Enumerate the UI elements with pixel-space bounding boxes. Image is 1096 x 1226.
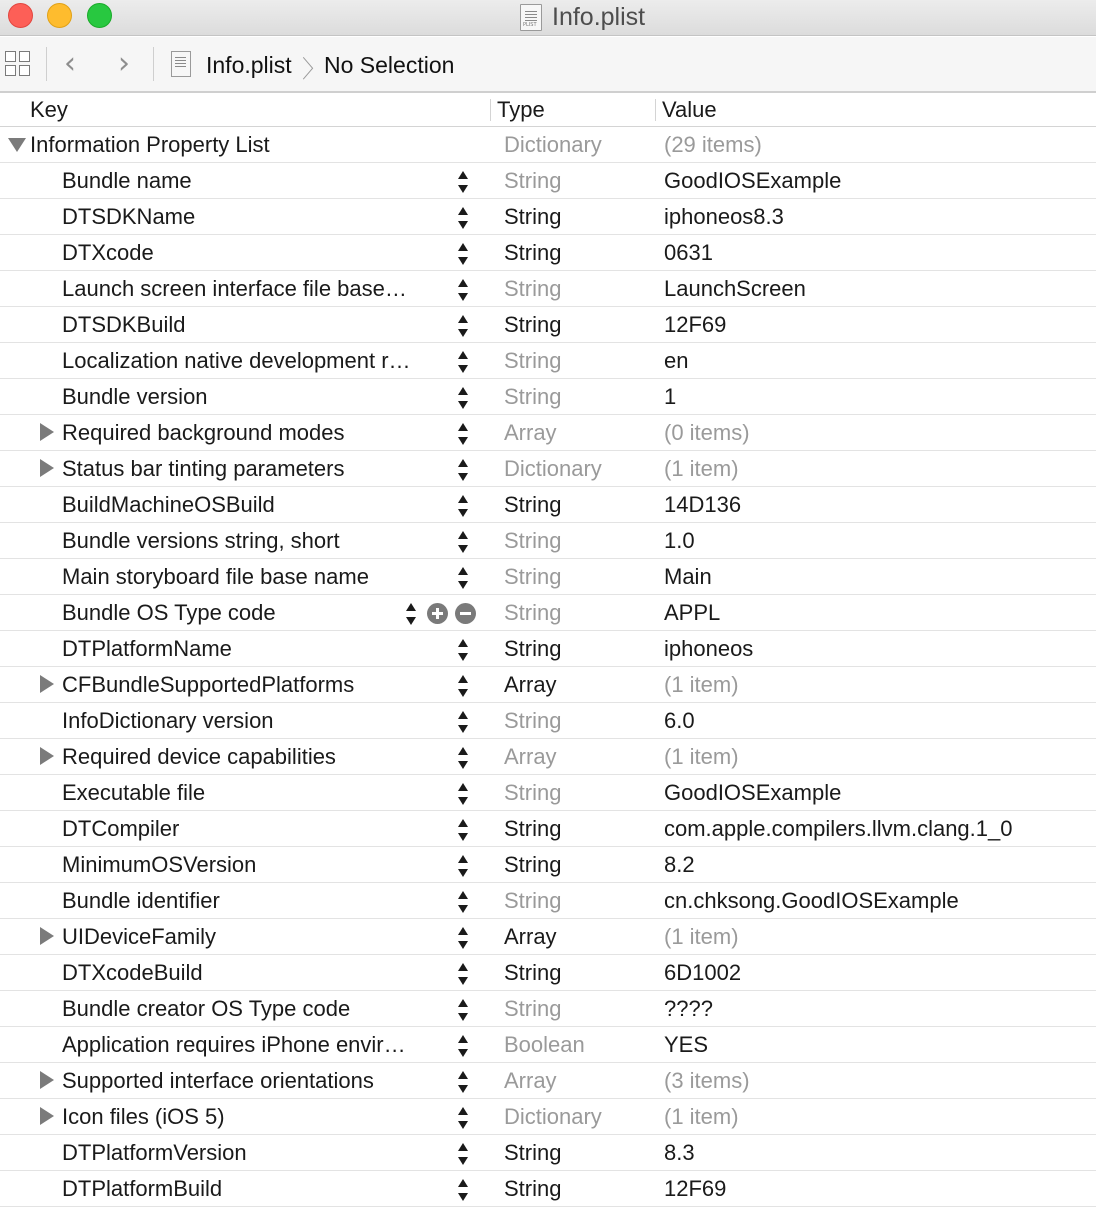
column-divider[interactable] xyxy=(655,99,656,121)
plist-row[interactable] xyxy=(0,1027,1096,1063)
row-key[interactable]: Launch screen interface file base… xyxy=(62,276,407,301)
row-key[interactable]: MinimumOSVersion xyxy=(62,852,257,877)
row-value[interactable]: en xyxy=(664,348,689,373)
row-value[interactable]: YES xyxy=(664,1032,709,1057)
row-key[interactable]: InfoDictionary version xyxy=(62,708,274,733)
row-key[interactable]: Application requires iPhone envir… xyxy=(62,1032,406,1057)
row-key[interactable]: DTPlatformBuild xyxy=(62,1176,223,1201)
column-divider[interactable] xyxy=(490,99,491,121)
row-key[interactable]: Supported interface orientations xyxy=(62,1068,374,1093)
row-key[interactable]: Bundle version xyxy=(62,384,208,409)
row-value[interactable]: 14D136 xyxy=(664,492,742,517)
row-value[interactable]: 8.2 xyxy=(664,852,695,877)
key-picker-stepper-icon[interactable] xyxy=(457,495,469,517)
plist-row[interactable] xyxy=(0,703,1096,739)
key-picker-stepper-icon[interactable] xyxy=(457,1179,469,1201)
row-key[interactable]: Required device capabilities xyxy=(62,744,336,769)
row-value[interactable]: iphoneos8.3 xyxy=(664,204,784,229)
plist-row[interactable] xyxy=(0,271,1096,307)
root-type[interactable]: Dictionary xyxy=(504,132,602,157)
row-type[interactable]: String xyxy=(504,348,562,373)
row-value[interactable]: 1.0 xyxy=(664,528,695,553)
row-type[interactable]: String xyxy=(504,996,562,1021)
row-value: (1 item) xyxy=(664,1104,739,1129)
row-type[interactable]: String xyxy=(504,708,562,733)
row-key[interactable]: DTSDKBuild xyxy=(62,312,186,337)
plist-row[interactable] xyxy=(0,307,1096,343)
window-title xyxy=(520,2,645,32)
row-type[interactable]: String xyxy=(504,852,562,877)
plist-row[interactable] xyxy=(0,847,1096,883)
plist-row[interactable] xyxy=(0,1135,1096,1171)
key-column-header[interactable]: Key xyxy=(30,97,68,122)
row-type[interactable]: String xyxy=(504,1140,562,1165)
plist-row[interactable] xyxy=(0,415,1096,451)
row-type[interactable]: Boolean xyxy=(504,1032,585,1057)
row-type[interactable]: String xyxy=(504,168,562,193)
row-type[interactable]: Array xyxy=(504,744,557,769)
row-key[interactable]: Bundle identifier xyxy=(62,888,220,913)
key-picker-stepper-icon[interactable] xyxy=(457,423,469,445)
plist-row[interactable] xyxy=(0,487,1096,523)
key-picker-stepper-icon[interactable] xyxy=(457,171,469,193)
row-value[interactable]: 6.0 xyxy=(664,708,695,733)
disclosure-triangle-icon[interactable] xyxy=(40,1107,54,1125)
plist-row[interactable] xyxy=(0,991,1096,1027)
row-type[interactable]: String xyxy=(504,204,562,229)
row-type[interactable]: String xyxy=(504,816,562,841)
row-value[interactable]: ???? xyxy=(664,996,713,1021)
row-value[interactable]: LaunchScreen xyxy=(664,276,806,301)
plist-row[interactable] xyxy=(0,163,1096,199)
plist-file-icon xyxy=(171,51,191,77)
remove-row-button[interactable] xyxy=(455,603,476,624)
row-value[interactable]: 12F69 xyxy=(664,312,727,337)
disclosure-triangle-icon[interactable] xyxy=(40,459,54,477)
row-type[interactable]: Dictionary xyxy=(504,456,602,481)
row-value[interactable]: 0631 xyxy=(664,240,713,265)
row-type[interactable]: String xyxy=(504,1176,562,1201)
key-picker-stepper-icon[interactable] xyxy=(457,207,469,229)
root-row[interactable] xyxy=(0,127,1096,163)
row-key[interactable]: Required background modes xyxy=(62,420,345,445)
key-picker-stepper-icon[interactable] xyxy=(457,243,469,265)
root-value: (29 items) xyxy=(664,132,762,157)
jump-bar xyxy=(0,37,1096,93)
key-picker-stepper-icon[interactable] xyxy=(457,351,469,373)
key-picker-stepper-icon[interactable] xyxy=(457,711,469,733)
zoom-window-button[interactable] xyxy=(87,3,112,28)
plist-outline xyxy=(0,127,1096,1207)
row-value: (1 item) xyxy=(664,456,739,481)
plist-row[interactable] xyxy=(0,343,1096,379)
row-type[interactable]: Array xyxy=(504,672,557,697)
plist-row[interactable] xyxy=(0,199,1096,235)
add-row-button[interactable] xyxy=(427,603,448,624)
row-value[interactable]: 6D1002 xyxy=(664,960,742,985)
separator xyxy=(153,47,154,81)
key-picker-stepper-icon[interactable] xyxy=(457,1035,469,1057)
row-value[interactable]: com.apple.compilers.llvm.clang.1_0 xyxy=(664,816,1013,841)
key-picker-stepper-icon[interactable] xyxy=(457,639,469,661)
row-value[interactable]: 8.3 xyxy=(664,1140,695,1165)
window-title-text: Info.plist xyxy=(552,2,646,31)
row-value: (3 items) xyxy=(664,1068,750,1093)
plist-row[interactable] xyxy=(0,883,1096,919)
row-type[interactable]: String xyxy=(504,600,562,625)
row-key[interactable]: BuildMachineOSBuild xyxy=(62,492,275,517)
title-bar xyxy=(0,0,1096,36)
row-type[interactable]: Array xyxy=(504,1068,557,1093)
row-value[interactable]: cn.chksong.GoodIOSExample xyxy=(664,888,959,913)
root-key: Information Property List xyxy=(30,132,270,157)
row-value[interactable]: iphoneos xyxy=(664,636,754,661)
plist-row[interactable] xyxy=(0,631,1096,667)
plist-row[interactable] xyxy=(0,919,1096,955)
plist-row[interactable] xyxy=(0,523,1096,559)
row-type[interactable]: Array xyxy=(504,924,557,949)
row-value[interactable]: 12F69 xyxy=(664,1176,727,1201)
key-picker-stepper-icon[interactable] xyxy=(457,279,469,301)
row-key[interactable]: DTXcode xyxy=(62,240,154,265)
plist-row[interactable] xyxy=(0,1099,1096,1135)
key-picker-stepper-icon[interactable] xyxy=(457,567,469,589)
plist-row[interactable] xyxy=(0,235,1096,271)
plist-row[interactable] xyxy=(0,775,1096,811)
row-value: (1 item) xyxy=(664,672,739,697)
plist-row[interactable] xyxy=(0,667,1096,703)
key-picker-stepper-icon[interactable] xyxy=(457,315,469,337)
row-type[interactable]: String xyxy=(504,312,562,337)
row-type[interactable]: String xyxy=(504,960,562,985)
row-key[interactable]: DTCompiler xyxy=(62,816,180,841)
row-value[interactable]: GoodIOSExample xyxy=(664,780,842,805)
row-type[interactable]: String xyxy=(504,528,562,553)
value-column-header[interactable]: Value xyxy=(662,97,717,122)
row-key[interactable]: Bundle creator OS Type code xyxy=(62,996,351,1021)
row-type[interactable]: String xyxy=(504,384,562,409)
key-picker-stepper-icon[interactable] xyxy=(457,783,469,805)
close-window-button[interactable] xyxy=(8,3,33,28)
row-key[interactable]: Main storyboard file base name xyxy=(62,564,369,589)
disclosure-triangle-icon[interactable] xyxy=(40,675,54,693)
row-value[interactable]: GoodIOSExample xyxy=(664,168,842,193)
plist-row[interactable] xyxy=(0,379,1096,415)
row-key[interactable]: DTSDKName xyxy=(62,204,196,229)
separator xyxy=(46,47,47,81)
row-value: (1 item) xyxy=(664,744,739,769)
row-key[interactable]: Icon files (iOS 5) xyxy=(62,1104,225,1129)
column-header xyxy=(0,93,1096,127)
row-type[interactable]: String xyxy=(504,276,562,301)
related-items-icon[interactable] xyxy=(5,51,32,78)
disclosure-triangle-icon[interactable] xyxy=(40,423,54,441)
row-type[interactable]: String xyxy=(504,240,562,265)
key-picker-stepper-icon[interactable] xyxy=(457,855,469,877)
plist-row[interactable] xyxy=(0,739,1096,775)
row-type[interactable]: String xyxy=(504,780,562,805)
key-picker-stepper-icon[interactable] xyxy=(457,459,469,481)
row-key[interactable]: Bundle OS Type code xyxy=(62,600,276,625)
disclosure-triangle-open-icon[interactable] xyxy=(8,138,26,152)
key-picker-stepper-icon[interactable] xyxy=(457,1143,469,1165)
row-type[interactable]: Dictionary xyxy=(504,1104,602,1129)
row-key[interactable]: DTPlatformVersion xyxy=(62,1140,247,1165)
row-key[interactable]: Bundle name xyxy=(62,168,192,193)
plist-row[interactable] xyxy=(0,811,1096,847)
row-value[interactable]: APPL xyxy=(664,600,721,625)
row-value: (0 items) xyxy=(664,420,750,445)
key-picker-stepper-icon[interactable] xyxy=(457,819,469,841)
row-type[interactable]: String xyxy=(504,492,562,517)
key-picker-stepper-icon[interactable] xyxy=(457,387,469,409)
plist-row[interactable] xyxy=(0,1063,1096,1099)
key-picker-stepper-icon[interactable] xyxy=(457,927,469,949)
row-key[interactable]: Status bar tinting parameters xyxy=(62,456,345,481)
breadcrumb-file[interactable]: Info.plist xyxy=(206,52,292,78)
row-key[interactable]: CFBundleSupportedPlatforms xyxy=(62,672,355,697)
key-picker-stepper-icon[interactable] xyxy=(457,963,469,985)
row-type[interactable]: String xyxy=(504,636,562,661)
row-type[interactable]: String xyxy=(504,888,562,913)
type-column-header[interactable]: Type xyxy=(497,97,545,122)
row-type[interactable]: String xyxy=(504,564,562,589)
key-picker-stepper-icon[interactable] xyxy=(457,531,469,553)
disclosure-triangle-icon[interactable] xyxy=(40,927,54,945)
key-picker-stepper-icon[interactable] xyxy=(457,747,469,769)
breadcrumb-selection[interactable]: No Selection xyxy=(324,52,455,78)
row-value[interactable]: 1 xyxy=(664,384,677,409)
row-key[interactable]: Bundle versions string, short xyxy=(62,528,340,553)
row-key[interactable]: Localization native development r… xyxy=(62,348,411,373)
row-key[interactable]: DTXcodeBuild xyxy=(62,960,203,985)
row-key[interactable]: DTPlatformName xyxy=(62,636,232,661)
row-key[interactable]: Executable file xyxy=(62,780,206,805)
plist-row[interactable] xyxy=(0,595,1096,631)
row-type[interactable]: Array xyxy=(504,420,557,445)
key-picker-stepper-icon[interactable] xyxy=(457,1107,469,1129)
plist-row[interactable] xyxy=(0,1171,1096,1207)
disclosure-triangle-icon[interactable] xyxy=(40,1071,54,1089)
plist-row[interactable] xyxy=(0,955,1096,991)
row-value: (1 item) xyxy=(664,924,739,949)
key-picker-stepper-icon[interactable] xyxy=(457,675,469,697)
key-picker-stepper-icon[interactable] xyxy=(457,1071,469,1093)
disclosure-triangle-icon[interactable] xyxy=(40,747,54,765)
key-picker-stepper-icon[interactable] xyxy=(457,891,469,913)
key-picker-stepper-icon[interactable] xyxy=(457,999,469,1021)
plist-row[interactable] xyxy=(0,451,1096,487)
forward-arrow-icon[interactable]: › xyxy=(118,46,130,81)
row-key[interactable]: UIDeviceFamily xyxy=(62,924,217,949)
row-value[interactable]: Main xyxy=(664,564,712,589)
plist-row[interactable] xyxy=(0,559,1096,595)
back-arrow-icon[interactable]: ‹ xyxy=(64,46,76,81)
chevron-right-icon: 〉 xyxy=(302,55,326,83)
key-picker-stepper-icon[interactable] xyxy=(405,603,417,625)
minimize-window-button[interactable] xyxy=(47,3,72,28)
plist-file-icon: PLIST xyxy=(520,4,542,31)
